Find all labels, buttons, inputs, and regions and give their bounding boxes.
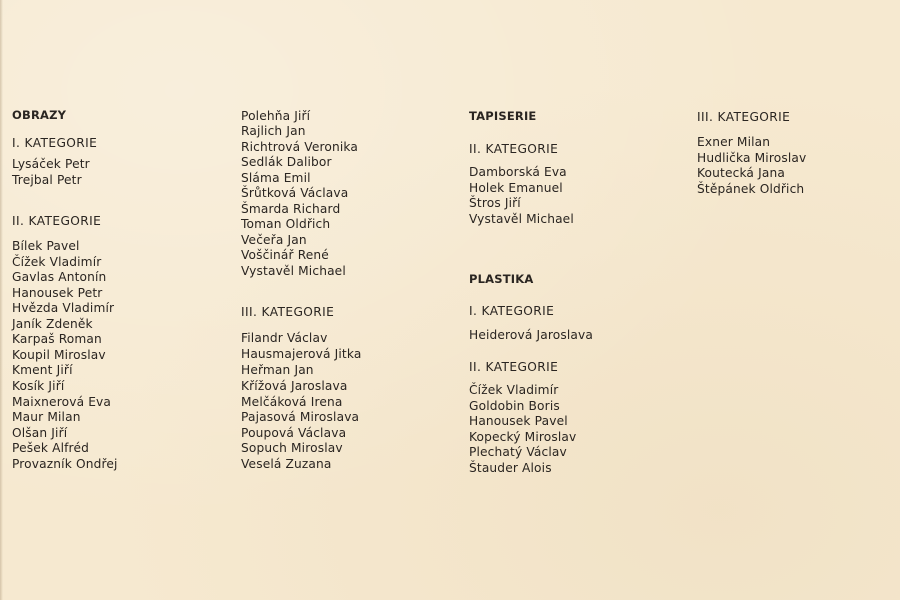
list-item: Damborská Eva <box>469 165 567 179</box>
list-item: Křížová Jaroslava <box>241 379 348 393</box>
list-item: Štěpánek Oldřich <box>697 182 805 196</box>
list-item: Sedlák Dalibor <box>241 155 332 169</box>
list-item: Hanousek Petr <box>12 286 103 300</box>
section-title-obrazy: OBRAZY <box>12 108 67 122</box>
list-item: Exner Milan <box>697 135 771 149</box>
category-heading: III. KATEGORIE <box>697 110 791 124</box>
list-item: Štros Jiří <box>469 196 521 210</box>
list-item: Janík Zdeněk <box>12 317 93 331</box>
list-item: Hanousek Pavel <box>469 414 568 428</box>
list-item: Lysáček Petr <box>12 157 90 171</box>
page-edge <box>0 0 3 600</box>
list-item: Vystavěl Michael <box>241 264 346 278</box>
category-heading: III. KATEGORIE <box>241 305 335 319</box>
list-item: Poupová Václava <box>241 426 347 440</box>
list-item: Plechatý Václav <box>469 445 567 459</box>
section-title-tapiserie: TAPISERIE <box>469 109 537 123</box>
list-item: Karpaš Roman <box>12 332 102 346</box>
list-item: Pajasová Miroslava <box>241 410 360 424</box>
list-item: Toman Oldřich <box>241 217 331 231</box>
list-item: Gavlas Antonín <box>12 270 107 284</box>
list-item: Šrůtková Václava <box>241 186 349 200</box>
list-item: Kopecký Miroslav <box>469 430 577 444</box>
list-item: Bílek Pavel <box>12 239 80 253</box>
category-heading: II. KATEGORIE <box>12 214 102 228</box>
list-item: Olšan Jiří <box>12 426 68 440</box>
list-item: Čížek Vladimír <box>469 383 559 397</box>
list-item: Hudlička Miroslav <box>697 151 807 165</box>
list-item: Štauder Alois <box>469 461 552 475</box>
list-item: Voščinář René <box>241 248 329 262</box>
list-item: Čížek Vladimír <box>12 255 102 269</box>
list-item: Polehňa Jiří <box>241 109 311 123</box>
section-title-plastika: PLASTIKA <box>469 272 534 286</box>
list-item: Kosík Jiří <box>12 379 65 393</box>
list-item: Sláma Emil <box>241 171 311 185</box>
list-item: Šmarda Richard <box>241 202 341 216</box>
category-heading: II. KATEGORIE <box>469 142 559 156</box>
list-item: Filandr Václav <box>241 331 328 345</box>
list-item: Heiderová Jaroslava <box>469 328 594 342</box>
category-heading: II. KATEGORIE <box>469 360 559 374</box>
category-heading: I. KATEGORIE <box>12 136 98 150</box>
list-item: Večeřa Jan <box>241 233 307 247</box>
list-item: Veselá Zuzana <box>241 457 332 471</box>
list-item: Vystavěl Michael <box>469 212 574 226</box>
list-item: Provazník Ondřej <box>12 457 118 471</box>
list-item: Hvězda Vladimír <box>12 301 115 315</box>
list-item: Kment Jiří <box>12 363 73 377</box>
list-item: Melčáková Irena <box>241 395 343 409</box>
list-item: Goldobin Boris <box>469 399 560 413</box>
list-item: Hausmajerová Jitka <box>241 347 362 361</box>
list-item: Rajlich Jan <box>241 124 306 138</box>
list-item: Pešek Alfréd <box>12 441 89 455</box>
list-item: Richtrová Veronika <box>241 140 359 154</box>
list-item: Sopuch Miroslav <box>241 441 343 455</box>
list-item: Heřman Jan <box>241 363 314 377</box>
list-item: Trejbal Petr <box>12 173 82 187</box>
category-heading: I. KATEGORIE <box>469 304 555 318</box>
list-item: Koupil Miroslav <box>12 348 106 362</box>
list-item: Maixnerová Eva <box>12 395 112 409</box>
list-item: Koutecká Jana <box>697 166 785 180</box>
list-item: Maur Milan <box>12 410 81 424</box>
list-item: Holek Emanuel <box>469 181 563 195</box>
